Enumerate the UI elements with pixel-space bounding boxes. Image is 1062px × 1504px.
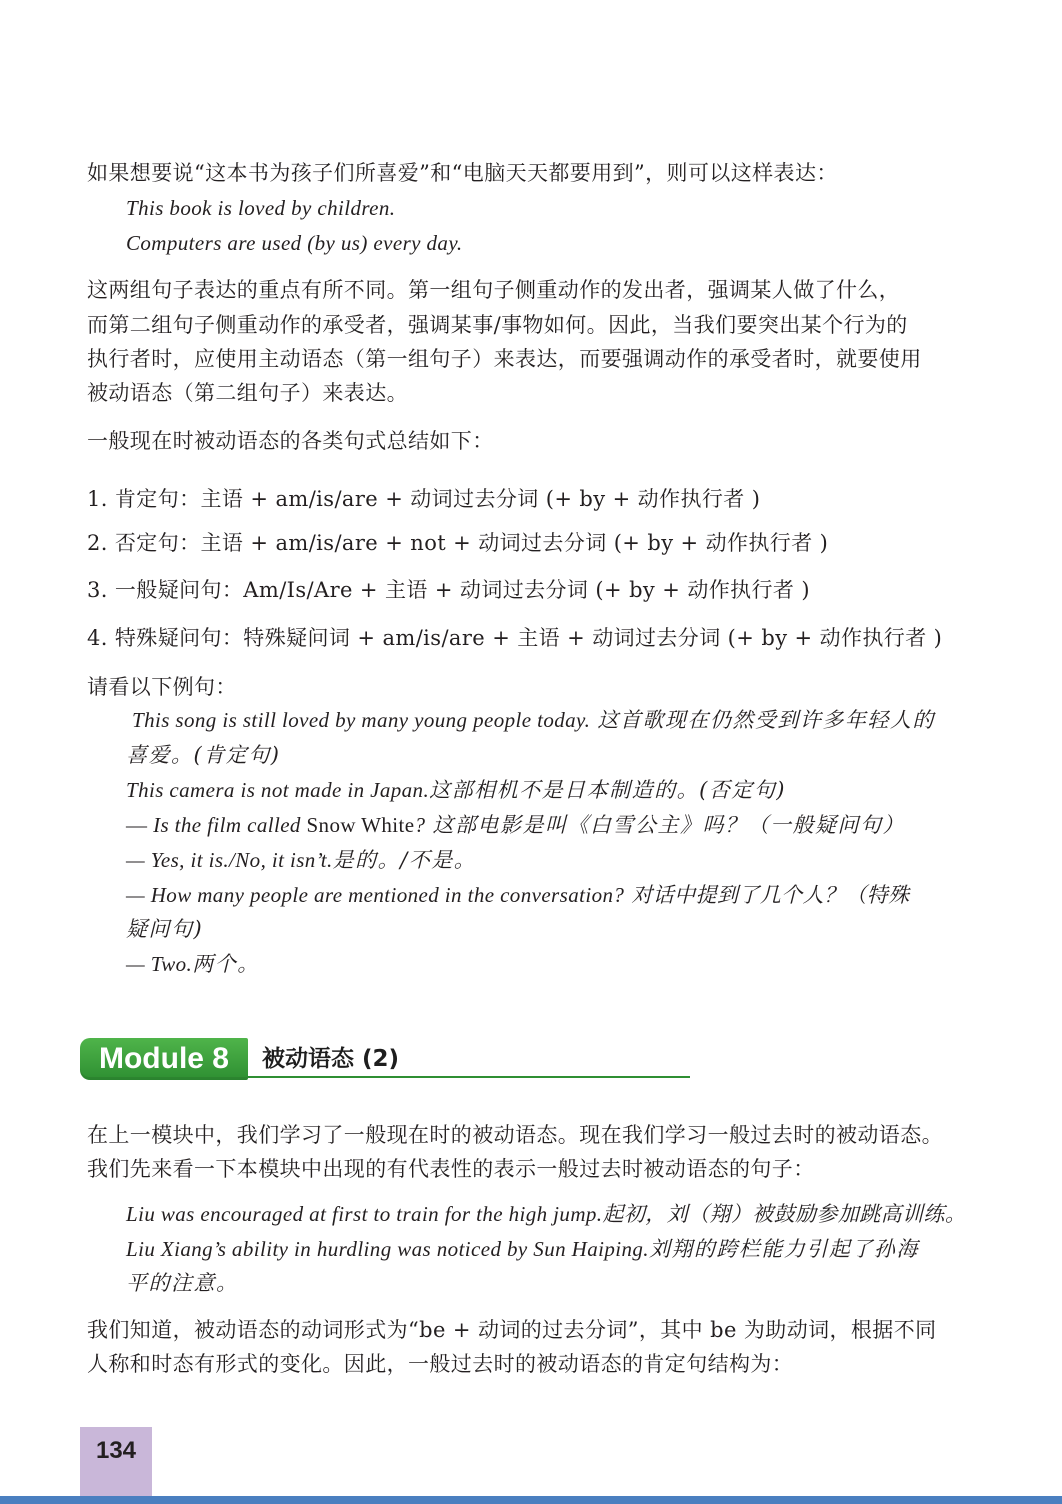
- example-3-film-title: Snow White: [306, 813, 415, 837]
- example-6-english: — Two.: [126, 952, 193, 976]
- page-number-box: [80, 1427, 152, 1504]
- example-4: [126, 845, 476, 875]
- module-title: 被动语态 (2): [262, 1046, 400, 1072]
- example-1: [132, 705, 935, 735]
- intro-example-2: Computers are used (by us) every day.: [126, 231, 463, 255]
- explanation-line-2: 而第二组句子侧重动作的承受者，强调某事/事物如何。因此，当我们要突出某个行为的: [87, 313, 908, 337]
- module-badge: Module 8: [80, 1038, 248, 1080]
- pattern-affirmative: 1. 肯定句：主语 + am/is/are + 动词过去分词 (+ by + 动作执行者 ): [87, 487, 761, 511]
- bottom-bar: [0, 1496, 1062, 1504]
- module-example-2-english: Liu Xiang’s ability in hurdling was noticed by Sun Haiping.: [126, 1237, 649, 1261]
- pattern-special-question: 4. 特殊疑问句：特殊疑问词 + am/is/are + 主语 + 动词过去分词 (+ by + 动作执行者 ): [87, 626, 943, 650]
- intro-example-1: This book is loved by children.: [126, 196, 396, 220]
- example-6: [126, 949, 260, 979]
- example-6-chinese: 两个。: [192, 952, 260, 976]
- example-2-chinese: 这部相机不是日本制造的。(否定句): [429, 778, 786, 802]
- summary-intro: 一般现在时被动语态的各类句式总结如下：: [87, 429, 494, 453]
- example-1-english: This song is still loved by many young people today.: [132, 708, 591, 732]
- example-5-chinese: 对话中提到了几个人？（特殊: [631, 883, 910, 907]
- intro-question: 如果想要说“这本书为孩子们所喜爱”和“电脑天天都要用到”，则可以这样表达：: [87, 161, 838, 185]
- module-example-1: [126, 1199, 966, 1229]
- pattern-general-question: 3. 一般疑问句：Am/Is/Are + 主语 + 动词过去分词 (+ by + 动作执行者 ): [87, 578, 810, 602]
- explanation-line-1: 这两组句子表达的重点有所不同。第一组句子侧重动作的发出者，强调某人做了什么，: [87, 278, 901, 302]
- module-intro-line-2: 我们先来看一下本模块中出现的有代表性的表示一般过去时被动语态的句子：: [87, 1157, 815, 1181]
- examples-intro: 请看以下例句：: [87, 675, 237, 699]
- explanation-line-3: 执行者时，应使用主动语态（第一组句子）来表达，而要强调动作的承受者时，就要使用: [87, 347, 922, 371]
- example-3-chinese: 这部电影是叫《白雪公主》吗？（一般疑问句）: [432, 813, 905, 837]
- example-3-question-mark: ?: [414, 813, 426, 837]
- example-2: [126, 775, 786, 805]
- example-5: [126, 880, 910, 910]
- module-example-2-chinese-cont: 平的注意。: [126, 1271, 239, 1295]
- module-example-1-english: Liu was encouraged at first to train for the high jump.: [126, 1202, 603, 1226]
- example-4-chinese: 是的。/不是。: [332, 848, 477, 872]
- explanation-line-4: 被动语态（第二组句子）来表达。: [87, 381, 408, 405]
- example-4-english: — Yes, it is./No, it isn’t.: [126, 848, 333, 872]
- closing-line-2: 人称和时态有形式的变化。因此，一般过去时的被动语态的肯定句结构为：: [87, 1352, 794, 1376]
- example-1-chinese: 这首歌现在仍然受到许多年轻人的: [597, 708, 935, 732]
- module-example-2: [126, 1234, 919, 1264]
- example-1-chinese-cont: 喜爱。(肯定句): [126, 743, 281, 767]
- module-example-2-chinese: 刘翔的跨栏能力引起了孙海: [648, 1237, 919, 1261]
- module-example-1-chinese: 起初，刘（翔）被鼓励参加跳高训练。: [602, 1202, 967, 1226]
- pattern-negative: 2. 否定句：主语 + am/is/are + not + 动词过去分词 (+ by + 动作执行者 ): [87, 531, 829, 555]
- module-underline: [240, 1076, 690, 1078]
- example-3-english: Is the film called: [153, 813, 307, 837]
- example-3-dash: —: [126, 813, 154, 837]
- module-intro-line-1: 在上一模块中，我们学习了一般现在时的被动语态。现在我们学习一般过去时的被动语态。: [87, 1123, 943, 1147]
- example-5-english: — How many people are mentioned in the conversation?: [126, 883, 625, 907]
- closing-line-1: 我们知道，被动语态的动词形式为“be + 动词的过去分词”，其中 be 为助动词，根据不同: [87, 1318, 937, 1342]
- page-number: 134: [95, 1437, 137, 1464]
- example-2-english: This camera is not made in Japan.: [126, 778, 430, 802]
- example-5-chinese-cont: 疑问句): [126, 917, 204, 941]
- example-3: [126, 810, 905, 840]
